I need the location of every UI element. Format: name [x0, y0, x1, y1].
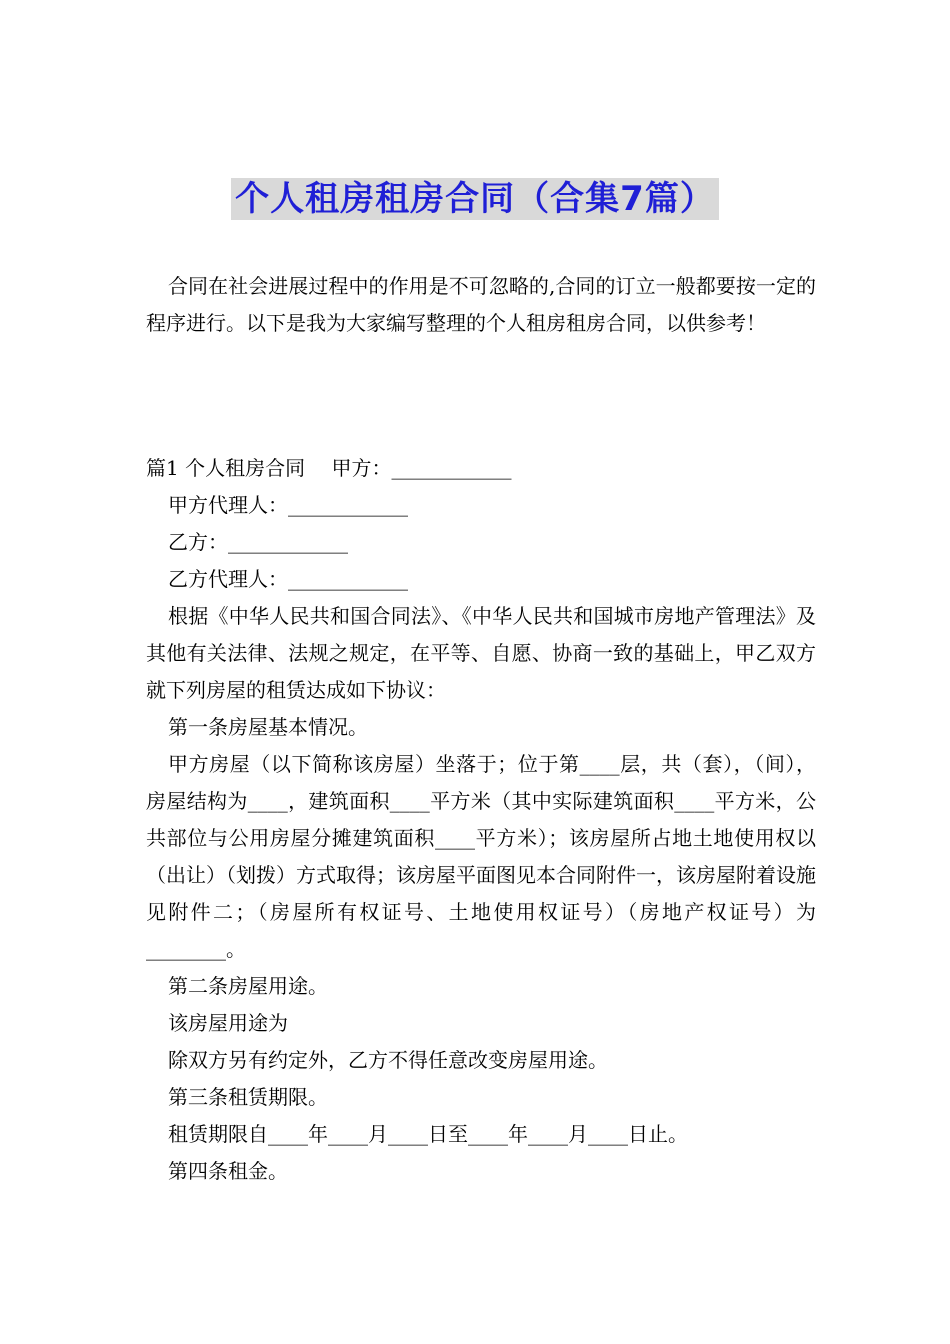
intro-section — [146, 268, 816, 342]
article-3-heading: 第三条租赁期限。 — [168, 1085, 328, 1109]
article-4-heading: 第四条租金。 — [168, 1159, 288, 1183]
party-b-line: 乙方：____________ — [168, 530, 348, 554]
contract-heading-line: 篇1 个人租房合同 甲方：____________ — [146, 456, 512, 480]
article-3-term-line: 租赁期限自____年____月____日至____年____月____日止。 — [168, 1122, 688, 1146]
title-container — [0, 178, 950, 220]
party-a-agent-line: 甲方代理人：____________ — [168, 493, 408, 517]
legal-basis-paragraph: 根据《中华人民共和国合同法》、《中华人民共和国城市房地产管理法》及其他有关法律、法规之规定，在平等、自愿、协商一致的基础上，甲乙双方就下列房屋的租赁达成如下协议： — [146, 604, 816, 702]
article-2-restriction-line: 除双方另有约定外，乙方不得任意改变房屋用途。 — [168, 1048, 608, 1072]
article-1-body: 甲方房屋（以下简称该房屋）坐落于；位于第____层，共（套），（间），房屋结构为____，建筑面积____平方米（其中实际建筑面积____平方米，公共部位与公用房屋分摊建筑面积____平方米）；该房屋所占地土地使用权以（出让）（划拨）方式取得；该房屋平面图见本合同附件一，该房屋附着设施见附件二；（房屋所有权证号、土地使用权证号）（房地产权证号）为________。 — [146, 752, 816, 961]
party-b-agent-line: 乙方代理人：____________ — [168, 567, 408, 591]
intro-paragraph: 合同在社会进展过程中的作用是不可忽略的,合同的订立一般都要按一定的程序进行。以下是我为大家编写整理的个人租房租房合同，以供参考！ — [146, 274, 816, 335]
article-2-heading: 第二条房屋用途。 — [168, 974, 328, 998]
article-2-usage-line: 该房屋用途为 — [168, 1011, 288, 1035]
document-title: 个人租房租房合同（合集7篇） — [231, 178, 719, 220]
article-1-heading: 第一条房屋基本情况。 — [168, 715, 368, 739]
contract-section — [146, 450, 816, 1190]
